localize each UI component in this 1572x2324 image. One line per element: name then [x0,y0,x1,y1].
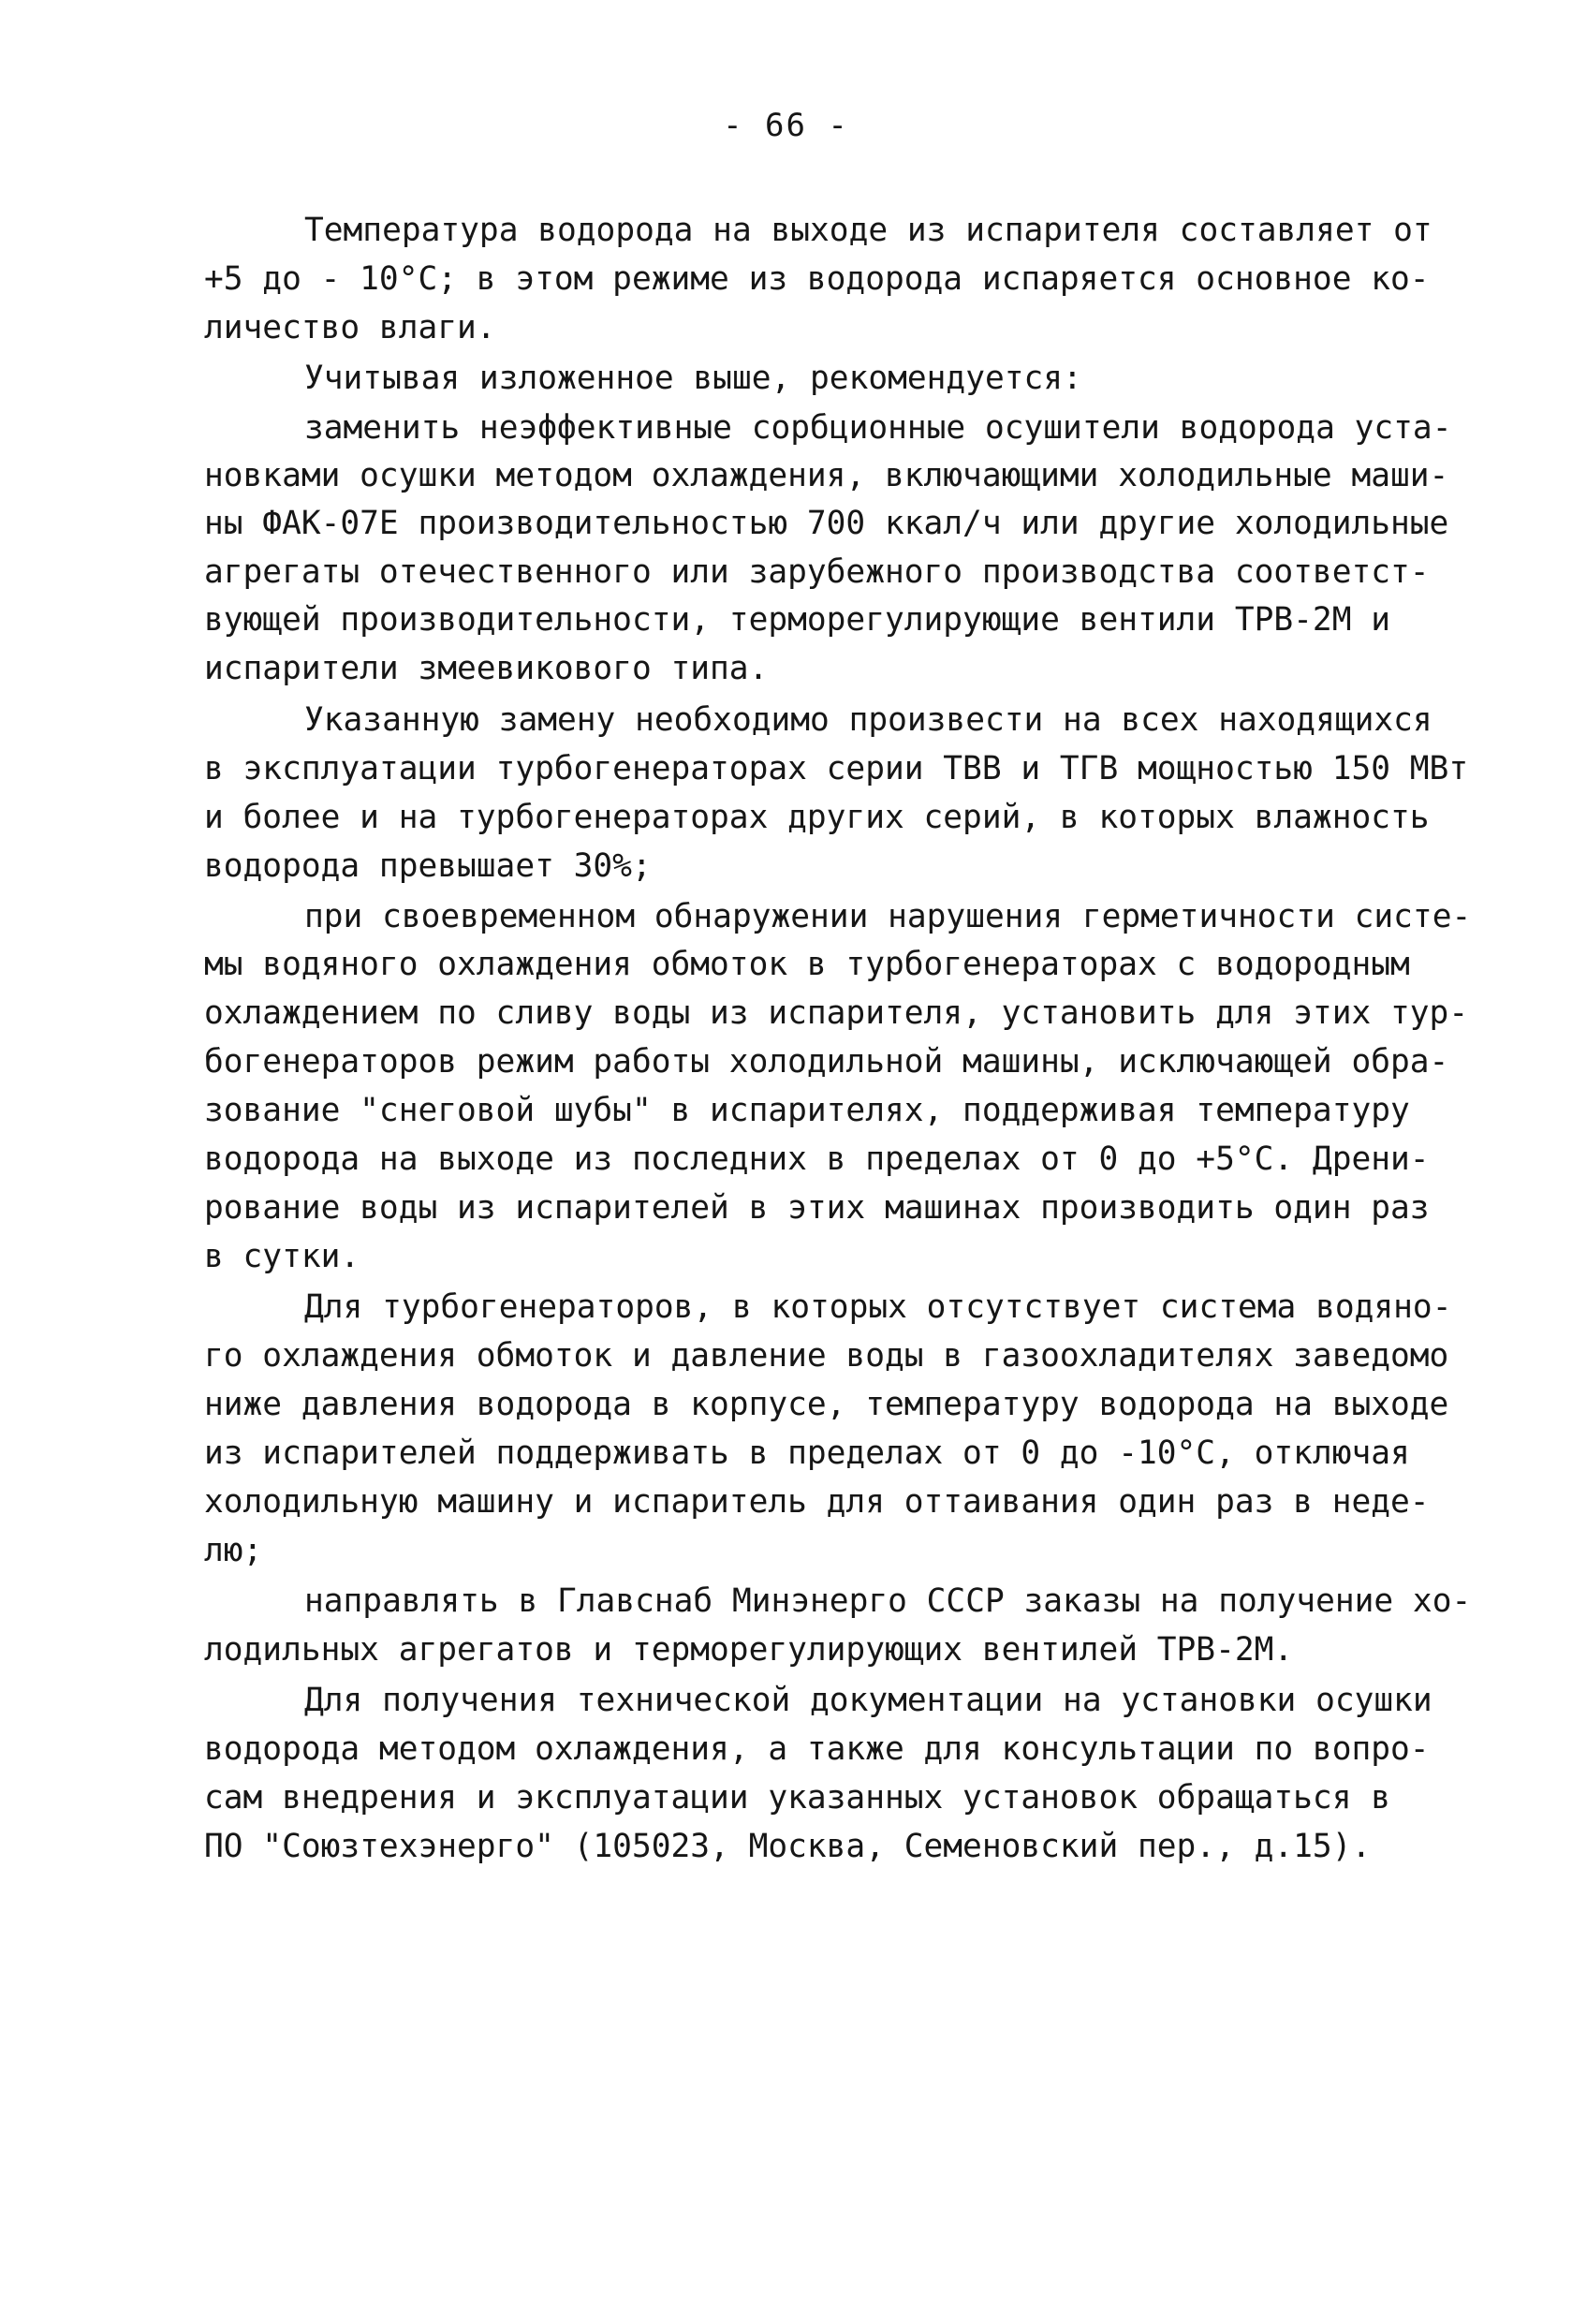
text-line: заменить неэффективные сорбционные осушители водорода уста- [304,409,1452,447]
text-line: рование воды из испарителей в этих машинах производить один раз [204,1189,1430,1227]
text-line: вующей производительности, терморегулирующие вентили ТРВ-2М и [204,601,1391,639]
text-line: личество влаги. [204,309,496,346]
text-line: лю; [204,1532,263,1569]
text-line: лодильных агрегатов и терморегулирующих вентилей ТРВ-2М. [204,1631,1294,1669]
text-line: агрегаты отечественного или зарубежного производства соответст- [204,553,1430,591]
text-line: богенераторов режим работы холодильной машины, исключающей обра- [204,1043,1449,1081]
text-line: Учитывая изложенное выше, рекомендуется: [304,360,1082,397]
text-line: холодильную машину и испаритель для оттаивания один раз в неде- [204,1483,1430,1521]
text-line: +5 до - 10°С; в этом режиме из водорода испаряется основное ко- [204,260,1430,298]
text-line: Указанную замену необходимо произвести на всех находящихся [304,701,1432,739]
text-line: охлаждением по сливу воды из испарителя, установить для этих тур- [204,994,1469,1032]
text-line: направлять в Главснаб Минэнерго СССР заказы на получение хо- [304,1582,1472,1620]
text-line: из испарителей поддерживать в пределах от 0 до -10°С, отключая [204,1434,1410,1472]
text-line: новками осушки методом охлаждения, включающими холодильные маши- [204,457,1449,494]
text-line: в эксплуатации турбогенераторах серии ТВВ и ТГВ мощностью 150 МВт [204,750,1469,787]
text-line: ны ФАК-07Е производительностью 700 ккал/ч или другие холодильные [204,505,1449,542]
text-line: го охлаждения обмоток и давление воды в газоохладителях заведомо [204,1337,1449,1375]
text-line: испарители змеевикового типа. [204,650,769,687]
page-number: - 66 - [723,107,849,144]
text-line: в сутки. [204,1238,360,1275]
text-line: ПО "Союзтехэнерго" (105023, Москва, Семеновский пер., д.15). [204,1828,1372,1865]
text-line: водорода на выходе из последних в пределах от 0 до +5°С. Дрени- [204,1140,1430,1178]
text-line: Температура водорода на выходе из испарителя составляет от [304,212,1432,249]
text-line: Для получения технической документации на установки осушки [304,1682,1432,1719]
text-line: водорода методом охлаждения, а также для консультации по вопро- [204,1730,1430,1768]
text-line: и более и на турбогенераторах других серий, в которых влажность [204,799,1430,836]
text-line: ниже давления водорода в корпусе, температуру водорода на выходе [204,1386,1449,1423]
text-line: при своевременном обнаружении нарушения герметичности систе- [304,898,1472,935]
text-line: зование "снеговой шубы" в испарителях, поддерживая температуру [204,1092,1410,1129]
text-line: Для турбогенераторов, в которых отсутствует система водяно- [304,1288,1452,1326]
text-line: водорода превышает 30%; [204,847,652,885]
text-line: сам внедрения и эксплуатации указанных установок обращаться в [204,1779,1391,1817]
text-line: мы водяного охлаждения обмоток в турбогенераторах с водородным [204,946,1410,983]
